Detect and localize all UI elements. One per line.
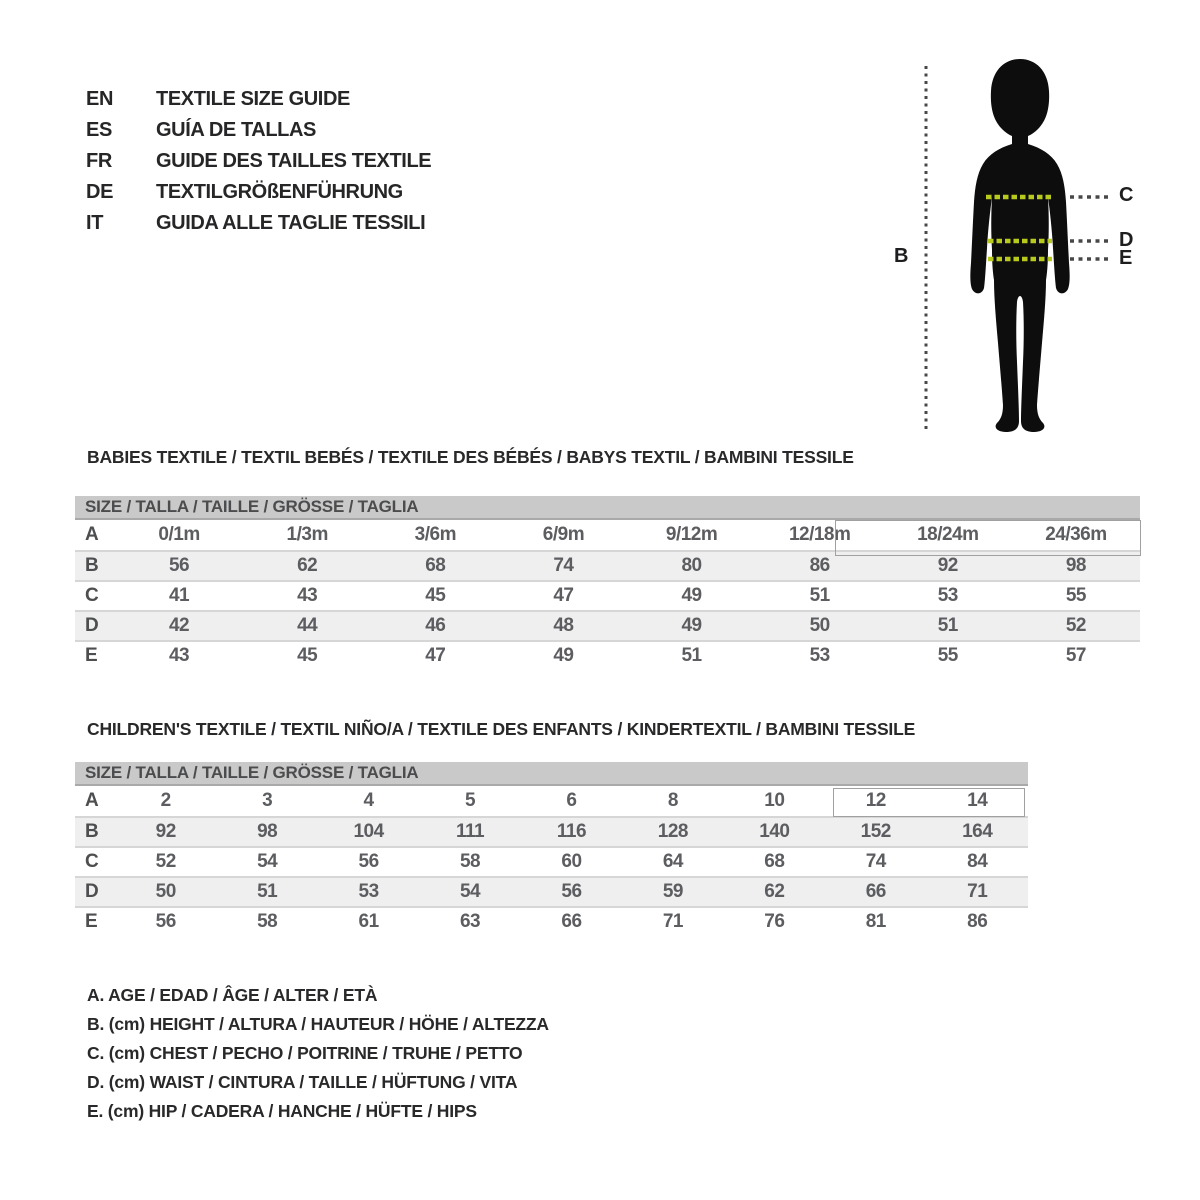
table-cell: 46 [425, 615, 446, 636]
language-row-it [86, 208, 431, 239]
language-title: GUÍA DE TALLAS [156, 119, 316, 141]
table-cell: 58 [459, 851, 481, 872]
table-cell: 54 [459, 881, 481, 902]
legend-line-age: A. AGE / EDAD / ÂGE / ALTER / ETÀ [87, 985, 378, 1005]
language-row-de [86, 177, 431, 208]
table-cell: 48 [553, 615, 574, 636]
table-cell: 64 [662, 851, 683, 872]
table-cell: 56 [561, 881, 582, 902]
table-cell: 80 [681, 555, 702, 576]
row-key-label: C [85, 851, 99, 872]
table-cell: 53 [809, 645, 830, 666]
table-cell: 2 [160, 790, 171, 811]
language-code: DE [86, 181, 114, 203]
babies-size-header: SIZE / TALLA / TAILLE / GRÖSSE / TAGLIA [75, 496, 1140, 520]
table-cell: 50 [809, 615, 830, 636]
language-title: GUIDA ALLE TAGLIE TESSILI [156, 212, 426, 234]
row-key-label: E [85, 911, 98, 932]
table-row-E [75, 640, 1140, 670]
language-code: FR [86, 150, 113, 172]
legend-line-waist: D. (cm) WAIST / CINTURA / TAILLE / HÜFTUNG / VITA [87, 1072, 518, 1092]
table-cell: 6/9m [542, 524, 585, 545]
table-cell: 116 [556, 821, 587, 842]
table-cell: 52 [1065, 615, 1086, 636]
table-cell: 68 [764, 851, 785, 872]
table-cell: 62 [764, 881, 785, 902]
row-key-label: A [85, 524, 99, 545]
table-cell: 55 [937, 645, 958, 666]
table-cell: 14 [967, 790, 988, 811]
table-cell: 57 [1065, 645, 1086, 666]
table-cell: 164 [962, 821, 993, 842]
legend-line-height: B. (cm) HEIGHT / ALTURA / HAUTEUR / HÖHE / ALTEZZA [87, 1014, 549, 1034]
table-cell: 76 [764, 911, 785, 932]
table-cell: 104 [353, 821, 384, 842]
legend-line-hip: E. (cm) HIP / CADERA / HANCHE / HÜFTE / HIPS [87, 1101, 477, 1121]
table-cell: 60 [561, 851, 582, 872]
row-key-label: B [85, 821, 99, 842]
table-row-C [75, 846, 1028, 876]
table-cell: 6 [566, 790, 577, 811]
table-cell: 66 [865, 881, 886, 902]
row-key-label: D [85, 615, 99, 636]
table-cell: 140 [759, 821, 790, 842]
table-cell: 24/36m [1045, 524, 1107, 545]
child-silhouette-icon [970, 59, 1069, 432]
language-row-fr [86, 146, 431, 177]
height-measure-label: B [894, 245, 909, 267]
table-cell: 42 [168, 615, 190, 636]
table-cell: 84 [967, 851, 988, 872]
table-cell: 51 [257, 881, 278, 902]
language-row-es [86, 115, 431, 146]
table-cell: 9/12m [665, 524, 718, 545]
table-cell: 66 [561, 911, 582, 932]
table-cell: 63 [459, 911, 481, 932]
table-cell: 49 [681, 615, 702, 636]
row-key-label: C [85, 585, 99, 606]
table-cell: 50 [155, 881, 176, 902]
table-cell: 56 [358, 851, 379, 872]
table-cell: 111 [455, 821, 485, 842]
table-cell: 71 [662, 911, 683, 932]
table-cell: 52 [155, 851, 176, 872]
table-cell: 51 [809, 585, 830, 606]
table-cell: 10 [764, 790, 785, 811]
table-cell: 74 [553, 555, 574, 576]
babies-section-title: BABIES TEXTILE / TEXTIL BEBÉS / TEXTILE DES BÉBÉS / BABYS TEXTIL / BAMBINI TESSILE [87, 447, 854, 467]
language-row-en [86, 84, 431, 115]
table-row-C [75, 580, 1140, 610]
row-key-label: E [85, 645, 98, 666]
table-cell: 62 [297, 555, 318, 576]
table-cell: 74 [865, 851, 886, 872]
language-code: IT [86, 212, 104, 234]
row-key-label: A [85, 790, 99, 811]
children-size-highlight-box [833, 788, 1025, 817]
table-cell: 81 [865, 911, 886, 932]
table-cell: 1/3m [286, 524, 328, 545]
language-code: ES [86, 119, 113, 141]
chest-measure-label: C [1119, 184, 1134, 206]
table-cell: 58 [257, 911, 278, 932]
table-cell: 68 [425, 555, 446, 576]
babies-size-highlight-box [835, 520, 1141, 556]
table-cell: 45 [297, 645, 318, 666]
children-section-title: CHILDREN'S TEXTILE / TEXTIL NIÑO/A / TEXTILE DES ENFANTS / KINDERTEXTIL / BAMBINI TESSILE [87, 719, 916, 739]
table-cell: 43 [297, 585, 318, 606]
table-cell: 8 [667, 790, 678, 811]
table-cell: 53 [358, 881, 379, 902]
table-cell: 71 [967, 881, 988, 902]
table-cell: 3/6m [414, 524, 456, 545]
table-cell: 49 [553, 645, 574, 666]
table-cell: 51 [937, 615, 958, 636]
table-cell: 0/1m [158, 524, 200, 545]
table-cell: 41 [168, 585, 190, 606]
table-cell: 47 [553, 585, 574, 606]
table-row-D [75, 876, 1028, 906]
table-cell: 128 [657, 821, 688, 842]
table-cell: 12/18m [788, 524, 851, 545]
table-cell: 92 [155, 821, 176, 842]
table-row-B [75, 816, 1028, 846]
table-row-E [75, 906, 1028, 936]
measurement-legend [87, 981, 549, 1126]
hip-measure-label: E [1119, 247, 1133, 269]
table-cell: 12 [865, 790, 886, 811]
table-cell: 53 [937, 585, 958, 606]
language-guide-block [86, 84, 431, 239]
children-size-header: SIZE / TALLA / TAILLE / GRÖSSE / TAGLIA [75, 762, 1028, 786]
table-cell: 152 [860, 821, 891, 842]
language-title: TEXTILGRÖßENFÜHRUNG [156, 181, 403, 203]
language-title: TEXTILE SIZE GUIDE [156, 88, 350, 110]
table-cell: 45 [425, 585, 446, 606]
table-cell: 4 [363, 790, 374, 811]
legend-line-chest: C. (cm) CHEST / PECHO / POITRINE / TRUHE / PETTO [87, 1043, 523, 1063]
language-code: EN [86, 88, 114, 110]
table-cell: 55 [1065, 585, 1086, 606]
table-cell: 56 [168, 555, 190, 576]
table-cell: 47 [425, 645, 446, 666]
table-cell: 92 [937, 555, 958, 576]
table-cell: 98 [1065, 555, 1086, 576]
table-cell: 49 [681, 585, 702, 606]
table-cell: 54 [257, 851, 278, 872]
table-cell: 86 [809, 555, 830, 576]
language-title: GUIDE DES TAILLES TEXTILE [156, 150, 432, 172]
table-row-D [75, 610, 1140, 640]
table-cell: 61 [358, 911, 379, 932]
table-cell: 18/24m [917, 524, 979, 545]
table-cell: 51 [681, 645, 702, 666]
table-cell: 5 [464, 790, 476, 811]
row-key-label: D [85, 881, 99, 902]
table-cell: 98 [257, 821, 278, 842]
table-cell: 59 [662, 881, 683, 902]
table-cell: 56 [155, 911, 176, 932]
table-cell: 86 [967, 911, 988, 932]
table-cell: 43 [168, 645, 190, 666]
table-cell: 3 [262, 790, 273, 811]
waist-measure-label: D [1119, 229, 1134, 251]
table-cell: 44 [297, 615, 318, 636]
row-key-label: B [85, 555, 99, 576]
